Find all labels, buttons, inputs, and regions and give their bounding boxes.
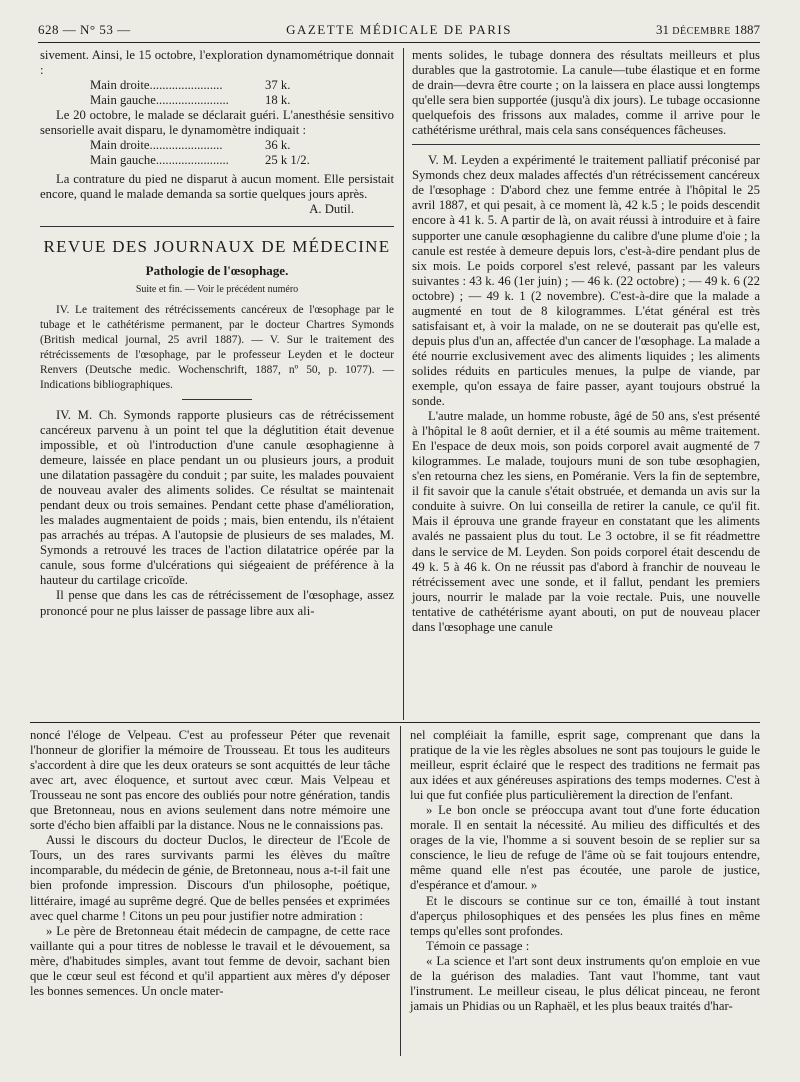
issue-date <box>656 22 760 38</box>
paragraph: ments solides, le tubage donnera des résultats meilleurs et plus durables que la gastrotomie. La canule—tube élastique et en forme de drain—devra être courte ; on la laissera en place aussi longtemps qu'elle sera bien supportée (jusqu'à dix jours). Le tubage occasionne quelquefois des frissons aux malades, comme il arrive pour le cathétérisme uréthral, mais cela sans conséquences fâcheuses. <box>412 48 760 138</box>
continuation-note: Suite et fin. — Voir le précédent numéro <box>135 283 299 295</box>
page-number: 628 — N° 53 — <box>38 22 131 37</box>
date-month: DÉCEMBRE <box>672 26 731 37</box>
paragraph: Aussi le discours du docteur Duclos, le directeur de l'Ecole de Tours, un des rares survivants parmi les élèves du maître incomparable, du médecin de génie, de Bretonneau, nous a-t-il fait une bien profonde impression. Discours d'un philosophe, poétique, littéraire, imagé au suprême degré. Que de belles pensées et exprimées avec quel charme ! Citons un peu pour justifier notre admiration : <box>30 833 390 923</box>
header-rule <box>38 42 760 43</box>
page-header <box>38 20 760 42</box>
paragraph: L'autre malade, un homme robuste, âgé de 50 ans, s'est présenté à l'hôpital le 8 août dernier, et il a été soumis au même traitement. En l'espace de deux mois, son poids corporel avait augmenté de 7 kilogrammes. Le malade, toujours muni de son tube œsophagien, s'en retourna chez les siens, en Poméranie. Vers la fin de septembre, il fit savoir que la canule s'était obstruée, et demanda un avis sur la conduite à suivre. On lui conseilla de retirer la canule, ce qu'il fit. Mais il éprouva une grande frayeur en constatant que les aliments avalés ne passaient plus du tout. Le 3 octobre, il se fit réadmettre dans le service de M. Leyden. Son poids corporel était descendu de 49 k. 5 à 46 k. On ne réussit pas d'abord à franchir de nouveau le rétrécissement avec une sonde, et il fallut, pendant les premiers jours, nourrir le malade par la voie rectale. Puis, une nouvelle tentative de cathétérisme ayant abouti, on put de nouveau placer dans l'œsophage une canule <box>412 409 760 634</box>
measurement-row: Main gauche....................... 18 k. <box>90 93 291 108</box>
short-rule <box>182 399 252 400</box>
section-title: REVUE DES JOURNAUX DE MÉDECINE <box>43 236 391 256</box>
left-column-top <box>40 48 394 619</box>
journal-title: GAZETTE MÉDICALE DE PARIS <box>286 22 512 37</box>
column-divider-top <box>403 48 404 720</box>
measurement-row: Main droite....................... 36 k. <box>90 138 291 153</box>
paragraph: IV. M. Ch. Symonds rapporte plusieurs cas de rétrécissement cancéreux parvenu à un point tel que la déglutition était devenue impossible, et où l'introduction d'une canule œsophagienne à demeure, laissée en place pendant un ou plusieurs jours, a produit une dilatation passagère du conduit ; par suite, les malades pouvaient de nouveau avaler des aliments solides. Ce résultat se maintenait pendant deux ou trois semaines. Pendant cette phase d'amélioration, les malades augmentaient de poids ; mais, bien entendu, ils n'étaient pas arrachés au trépas. A l'autopsie de plusieurs de ses malades, M. Symonds a retrouvé les traces de l'action dilatatrice opérée par la canule, sous forme d'ulcérations qui siégeaient de préférence à la hauteur du cartilage cricoïde. <box>40 407 394 588</box>
paragraph: » Le bon oncle se préoccupa avant tout d'une forte éducation morale. Il en sentait la nécessité. Au milieu des difficultés et des orages de la vie, l'homme a si souvent besoin de se replier sur sa conscience, le lieu de refuge de l'âme où se fait toujours entendre, même quand elle n'est pas écoutée, une parole de justice, d'espérance et d'amour. » <box>410 803 760 893</box>
paragraph: V. M. Leyden a expérimenté le traitement palliatif préconisé par Symonds chez deux malades affectés d'un rétrécissement cancéreux de l'œsophage : D'abord chez une femme entrée à l'hôpital le 25 avril 1887, et qui pesait, à ce moment là, 42 k.5 ; le poids descendit encore à 41 k. 5. A partir de là, on avait réussi à introduire et à faire supporter une canule œsophagienne du calibre d'une plume d'oie ; la canule est restée à demeure depuis lors, c'est-à-dire pendant plus de six mois. Le poids corporel s'est relevé, passant par les valeurs suivantes : 43 k. 46 (1er juin) ; — 46 k. (22 octobre) ; — 49 k. 6 (22 octobre) ; — 49 k. 1 (2 novembre). C'est-à-dire que la malade a augmenté en tout de 8 kilogrammes. L'état général est très satisfaisant et, à voir la malade, on ne se douterait pas qu'elle est, depuis plus d'un an, affectée d'un cancer de l'œsophage. La malade a été nourrie exclusivement avec des aliments liquides ; les aliments solides réduits en particules menues, la pulpe de viande, par exemple, qu'on essaya de faire passer, ayant toujours obstrué la sonde. <box>412 153 760 409</box>
author-signature: A. Dutil. <box>309 202 354 217</box>
section-subtitle: Pathologie de l'œsophage. <box>145 262 289 278</box>
left-column-bottom <box>30 728 390 999</box>
right-column-top <box>412 48 760 635</box>
paragraph: » Le père de Bretonneau était médecin de campagne, de cette race vaillante qui a pour titres de noblesse le travail et le dévouement, sa mère, d'habitudes simples, avant tout femme de devoir, sachant bien que le cœur seul est fécond et qu'il appartient aux mères d'y déposer les bonnes semences. Un oncle mater- <box>30 923 390 998</box>
middle-rule <box>30 722 760 723</box>
column-divider-bottom <box>400 726 401 1056</box>
bibliography-paragraph: IV. Le traitement des rétrécissements cancéreux de l'œsophage par le tubage et le cathétérisme permanent, par le docteur Chartres Symonds (British medical journal, 25 avril 1887). — V. Sur le traitement des rétrécissements de l'œsophage, par le professeur Leyden et le docteur Renvers (Deutsche medic. Wochenschrift, 1887, nº 50, p. 1077). — Indications bibliographiques. <box>40 303 394 391</box>
measurement-row: Main gauche....................... 25 k 1/2. <box>90 153 310 168</box>
paragraph: Le 20 octobre, le malade se déclarait guéri. L'anesthésie sensitivo sensorielle avait disparu, le dynamomètre indiquait : <box>40 108 394 138</box>
right-column-bottom <box>410 728 760 1014</box>
date-year: 1887 <box>734 22 760 37</box>
paragraph: La contrature du pied ne disparut à aucun moment. Elle persistait encore, quand le malade demanda sa sortie quelques jours après. <box>40 172 394 202</box>
date-day: 31 <box>656 22 670 37</box>
paragraph: sivement. Ainsi, le 15 octobre, l'exploration dynamométrique donnait : <box>40 48 394 78</box>
paragraph: Témoin ce passage : <box>426 938 530 953</box>
paragraph: « La science et l'art sont deux instruments qu'on emploie en vue de la guérison des maladies. Tant vaut l'homme, tant vaut l'instrument. Le meilleur ciseau, le plus délicat pinceau, ne feront jamais un Phidias ou un Raphaël, et les plus beaux traités d'har- <box>410 953 760 1013</box>
section-separator <box>40 226 394 227</box>
section-separator <box>412 144 760 145</box>
paragraph: Et le discours se continue sur ce ton, émaillé à tout instant d'aperçus philosophiques et des pensées les plus fines en même temps qu'elles sont profondes. <box>410 893 760 938</box>
paragraph: Il pense que dans les cas de rétrécissement de l'œsophage, assez prononcé pour ne plus laisser de passage libre aux ali- <box>40 588 394 618</box>
paragraph: nel compléiait la famille, esprit sage, comprenant que dans la pratique de la vie les règles absolues ne sont pas toujours le guide le meilleur, esprit éclairé que le respect des traditions ne fermait pas aux idées et aux généreuses aspirations des temps modernes. C'est à lui que fut confiée plus particulièrement la direction de l'enfant. <box>410 728 760 803</box>
measurement-row: Main droite....................... 37 k. <box>90 78 291 93</box>
paragraph: noncé l'éloge de Velpeau. C'est au professeur Péter que revenait l'honneur de glorifier la mémoire de Trousseau. Et tous les auditeurs s'accordent à dire que les deux orateurs se sont acquittés de leur tâche avec art, avec éloquence, et surtout avec cœur. Mais Velpeau et Trousseau ne sont pas encore des oubliés pour notre génération, tandis que Bretonneau, nous en avions seulement dans notre mémoire une sorte d'écho bien affaibli par la distance. Nous ne le connaissions pas. <box>30 728 390 833</box>
